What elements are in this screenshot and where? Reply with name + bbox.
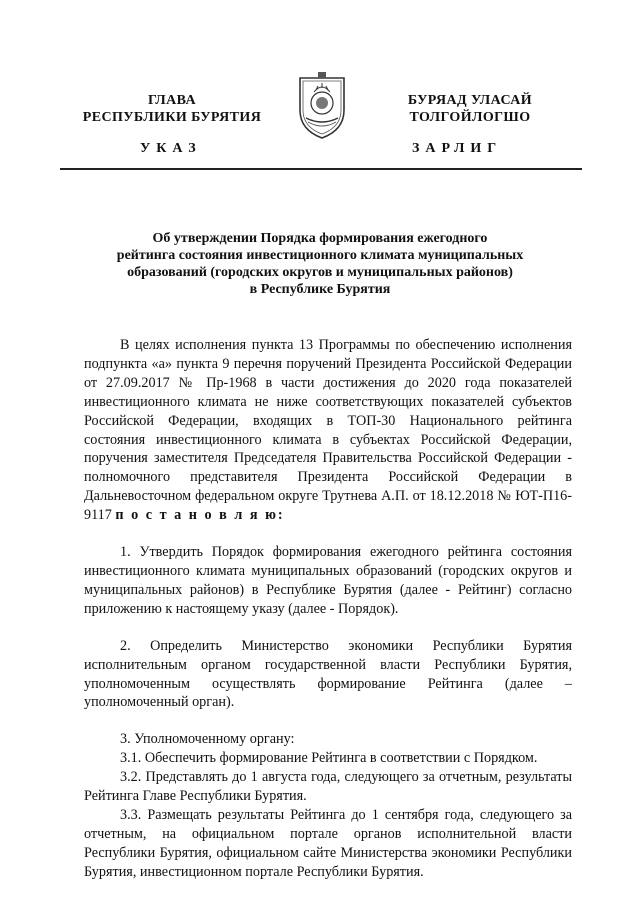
header-left-line-1: ГЛАВА [148, 93, 196, 108]
header-right-title [360, 92, 580, 126]
header-left-line-2: РЕСПУБЛИКИ БУРЯТИЯ [82, 110, 262, 125]
preamble-paragraph [84, 336, 572, 525]
title-line-4: в Республике Бурятия [249, 282, 391, 297]
document-header [0, 0, 640, 180]
item-3-2: 3.2. Представлять до 1 августа года, следующего за отчетным, результаты Рейтинга Главе Республики Бурятия. [84, 769, 572, 805]
header-divider [60, 168, 582, 170]
title-line-1: Об утверждении Порядка формирования ежегодного [152, 231, 488, 246]
document-title [100, 230, 540, 298]
decree-label-bua: ЗАРЛИГ [412, 141, 503, 156]
item-1: 1. Утвердить Порядок формирования ежегодного рейтинга состояния инвестиционного климата муниципальных образований (городских округов и муниципальных районов) в Республике Бурятия (далее - Рейтинг) согласно приложению к настоящему указу (далее - Порядок). [84, 544, 572, 617]
item-3-3: 3.3. Размещать результаты Рейтинга до 1 сентября года, следующего за отчетным, на официальном портале органов исполнительной власти Республики Бурятия, официальном сайте Министерства экономики Республики Бурятия, инвестиционном портале Республики Бурятия. [84, 806, 572, 880]
header-left-title [62, 92, 282, 126]
title-line-2: рейтинга состояния инвестиционного климата муниципальных [116, 248, 524, 263]
coat-of-arms-icon [294, 70, 350, 140]
resolve-word: п о с т а н о в л я ю: [115, 507, 285, 524]
preamble-text: В целях исполнения пункта 13 Программы по обеспечению исполнения подпункта «а» пункта 9 перечня поручений Президента Российской Федерации от 27.09.2017 № Пр-1968 в части достижения до 2020 года показателей инвестиционного климата не ниже соответствующих показателей субъектов Российской Федерации, входящих в ТОП-30 Национального рейтинга состояния инвестиционного климата в субъектах Российской Федерации, поручения заместителя Председателя Правительства Российской Федерации - полномочного представителя Президента Российской Федерации в Дальневосточном федеральном округе Трутнева А.П. от 18.12.2018 № ЮТ-П16-9117 [84, 337, 572, 524]
item-3: 3. Уполномоченному органу: [120, 731, 295, 748]
decree-label-ru: УКАЗ [140, 141, 202, 156]
document-body [84, 336, 572, 882]
header-right-line-1: БУРЯАД УЛАСАЙ [407, 93, 533, 108]
title-line-3: образований (городских округов и муниципальных районов) [127, 265, 513, 280]
item-3-1: 3.1. Обеспечить формирование Рейтинга в соответствии с Порядком. [120, 750, 538, 767]
header-right-line-2: ТОЛГОЙЛОГШО [409, 110, 531, 125]
item-2: 2. Определить Министерство экономики Республики Бурятия исполнительным органом государственной власти Республики Бурятия, уполномоченным осуществлять формирование Рейтинга (далее – уполномоченный орган). [84, 637, 572, 711]
